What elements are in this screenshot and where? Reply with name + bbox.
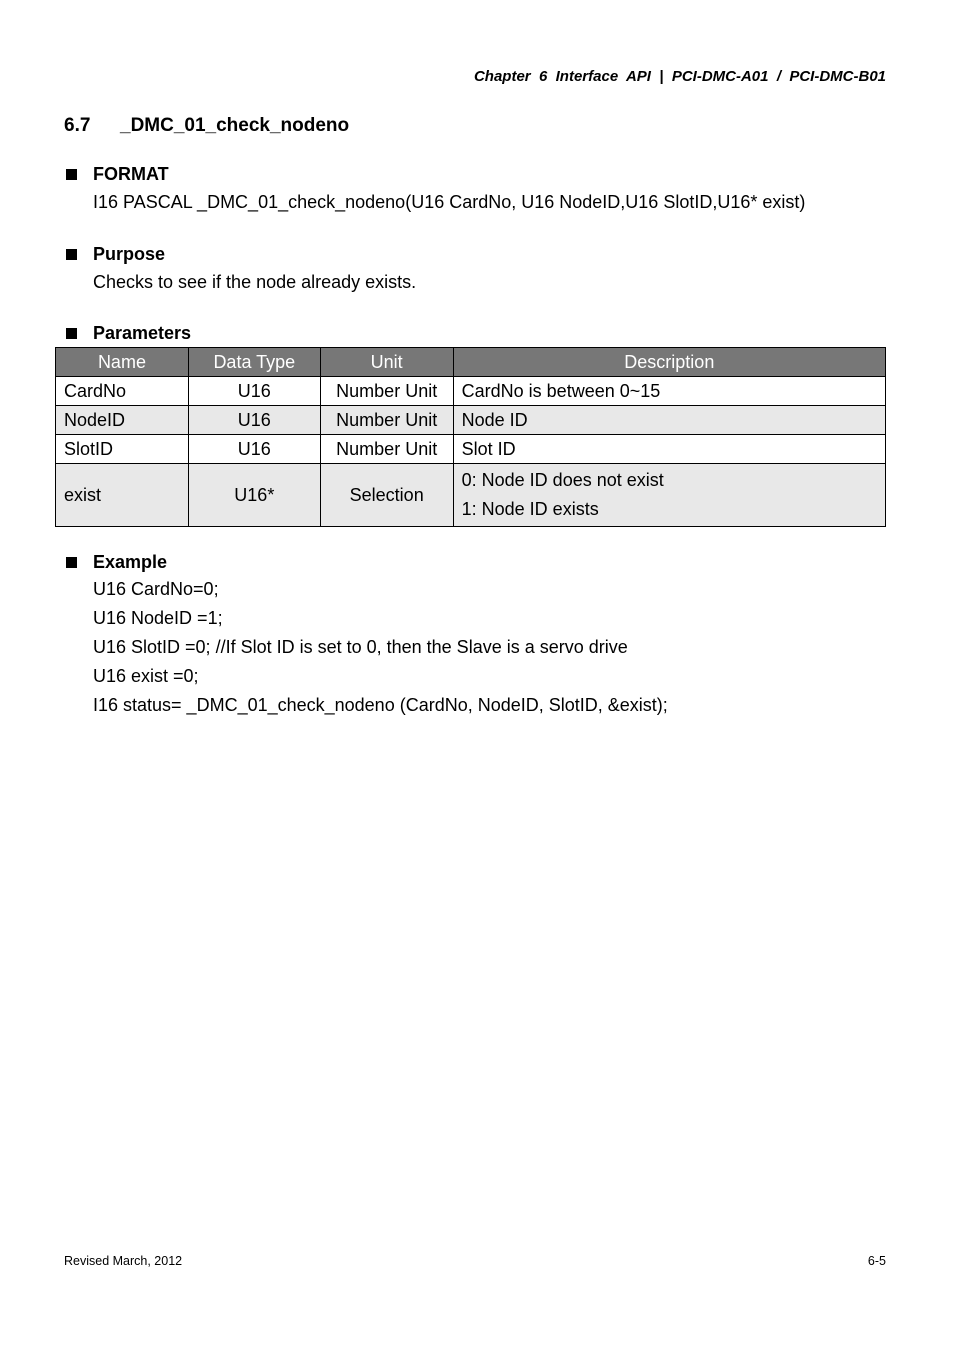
column-header-unit: Unit [320,348,453,377]
format-block [64,163,805,217]
section-title-text: _DMC_01_check_nodeno [120,115,350,136]
param-unit: Number Unit [320,435,453,464]
square-bullet-icon [66,328,77,339]
square-bullet-icon [66,557,77,568]
description-line: 0: Node ID does not exist [461,470,664,490]
param-type: U16 [188,435,320,464]
description-line: 1: Node ID exists [461,499,599,519]
purpose-text: Checks to see if the node already exists. [93,272,417,292]
param-unit: Selection [320,464,453,527]
param-unit: Number Unit [320,377,453,406]
example-heading: Example [93,552,168,572]
code-line: U16 exist =0; [93,666,199,686]
parameters-heading: Parameters [93,323,192,343]
param-description: Node ID [453,406,885,435]
section-title [64,115,349,137]
code-line: U16 NodeID =1; [93,608,223,628]
param-description: CardNo is between 0~15 [453,377,885,406]
param-name: SlotID [56,435,189,464]
code-line: U16 SlotID =0; //If Slot ID is set to 0, then the Slave is a servo drive [93,637,628,657]
square-bullet-icon [66,169,77,180]
table-header-row [56,348,886,377]
param-type: U16* [188,464,320,527]
code-line: I16 status= _DMC_01_check_nodeno (CardNo, NodeID, SlotID, &exist); [93,695,668,715]
table-row [56,377,886,406]
example-code [93,575,668,720]
param-name: NodeID [56,406,189,435]
param-description: Slot ID [453,435,885,464]
square-bullet-icon [66,249,77,260]
example-block [64,551,668,720]
param-unit: Number Unit [320,406,453,435]
section-number: 6.7 [64,115,91,136]
purpose-block [64,243,416,297]
footer-revision: Revised March, 2012 [64,1254,183,1268]
param-type: U16 [188,377,320,406]
column-header-description: Description [453,348,885,377]
param-type: U16 [188,406,320,435]
parameters-table [55,347,886,527]
table-row [56,406,886,435]
param-name: CardNo [56,377,189,406]
page-number: 6-5 [867,1254,886,1268]
table-row [56,464,886,527]
param-description [453,464,885,527]
running-header: Chapter 6 Interface API | PCI-DMC-A01 / PCI-DMC-B01 [473,68,886,85]
format-signature: I16 PASCAL _DMC_01_check_nodeno(U16 CardNo, U16 NodeID,U16 SlotID,U16* exist) [93,192,806,212]
table-row [56,435,886,464]
parameters-block [64,322,191,344]
param-name: exist [56,464,189,527]
code-line: U16 CardNo=0; [93,579,219,599]
column-header-data-type: Data Type [188,348,320,377]
column-header-name: Name [56,348,189,377]
format-heading: FORMAT [93,164,169,184]
purpose-heading: Purpose [93,244,166,264]
